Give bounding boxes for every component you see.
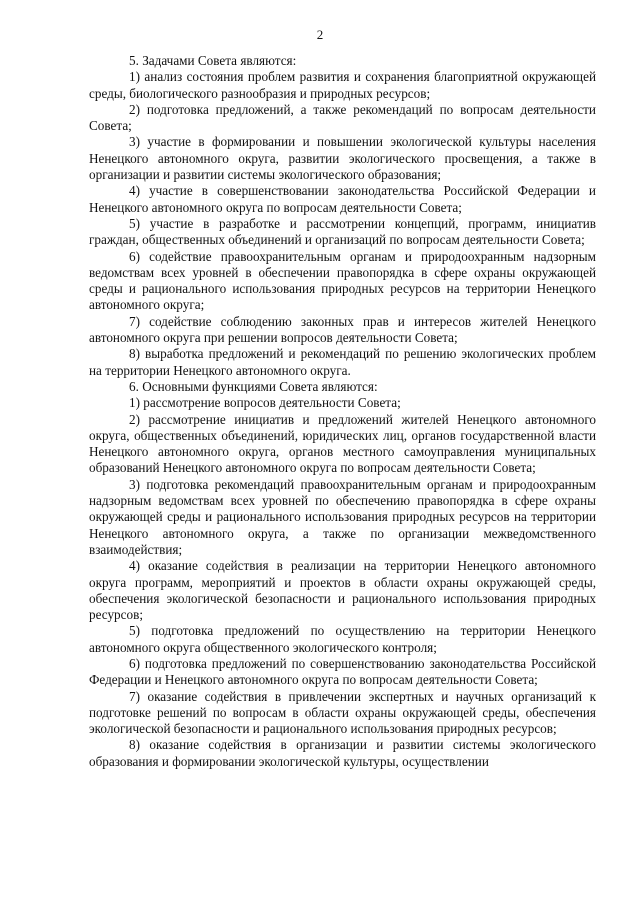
function-item-8: 8) оказание содействия в организации и развитии системы экологического образования и формировании экологической культуры, осуществлении [89, 737, 596, 769]
function-item-4: 4) оказание содействия в реализации на территории Ненецкого автономного округа программ, мероприятий и проектов в области охраны окружающей среды, обеспечения экологической безопасности и рационального использования природных ресурсов; [89, 558, 596, 623]
function-item-7: 7) оказание содействия в привлечении экспертных и научных организаций к подготовке решений по вопросам в области охраны окружающей среды, обеспечения экологической безопасности и рационального использования природных ресурсов; [89, 688, 596, 737]
task-item-1: 1) анализ состояния проблем развития и сохранения благоприятной окружающей среды, биологического разнообразия и природных ресурсов; [89, 69, 596, 101]
function-item-5: 5) подготовка предложений по осуществлению на территории Ненецкого автономного округа общественного экологического контроля; [89, 623, 596, 655]
task-item-5: 5) участие в разработке и рассмотрении концепций, программ, инициатив граждан, общественных объединений и организаций по вопросам деятельности Совета; [89, 215, 596, 248]
function-item-1: 1) рассмотрение вопросов деятельности Совета; [129, 395, 401, 411]
task-item-6: 6) содействие правоохранительным органам и природоохранным надзорным ведомствам всех уровней в обеспечении правопорядка в сфере охраны окружающей среды и рационального использования природных ресурсов на территории Ненецкого автономного округа; [89, 248, 596, 313]
task-item-2: 2) подготовка предложений, а также рекомендаций по вопросам деятельности Совета; [89, 101, 596, 134]
function-item-2: 2) рассмотрение инициатив и предложений жителей Ненецкого автономного округа, общественных объединений, юридических лиц, органов государственной власти Ненецкого автономного округа, органов местного самоуправления муниципальных образований Ненецкого автономного округа по вопросам деятельности Совета; [89, 411, 596, 476]
task-item-3: 3) участие в формировании и повышении экологической культуры населения Ненецкого автономного округа, развитии экологического просвещения, а также в организации и развитии системы экологического образования; [89, 134, 596, 183]
task-item-4: 4) участие в совершенствовании законодательства Российской Федерации и Ненецкого автономного округа по вопросам деятельности Совета; [89, 183, 596, 215]
function-item-3: 3) подготовка рекомендаций правоохранительным органам и природоохранным надзорным ведомствам всех уровней по обеспечению правопорядка в сфере охраны окружающей среды и рационального использования природных ресурсов на территории Ненецкого автономного округа, а также по организации межведомственного взаимодействия; [89, 476, 596, 557]
page-number: 2 [316, 27, 324, 42]
section-5-heading: 5. Задачами Совета являются: [129, 53, 297, 68]
function-item-6: 6) подготовка предложений по совершенствованию законодательства Российской Федерации и Ненецкого автономного округа по вопросам деятельности Совета; [89, 655, 596, 688]
task-item-7: 7) содействие соблюдению законных прав и интересов жителей Ненецкого автономного округа при решении вопросов деятельности Совета; [89, 313, 596, 346]
task-item-8: 8) выработка предложений и рекомендаций по решению экологических проблем на территории Ненецкого автономного округа. [89, 346, 596, 378]
section-6-heading: 6. Основными функциями Совета являются: [129, 378, 378, 394]
document-body [89, 53, 596, 770]
